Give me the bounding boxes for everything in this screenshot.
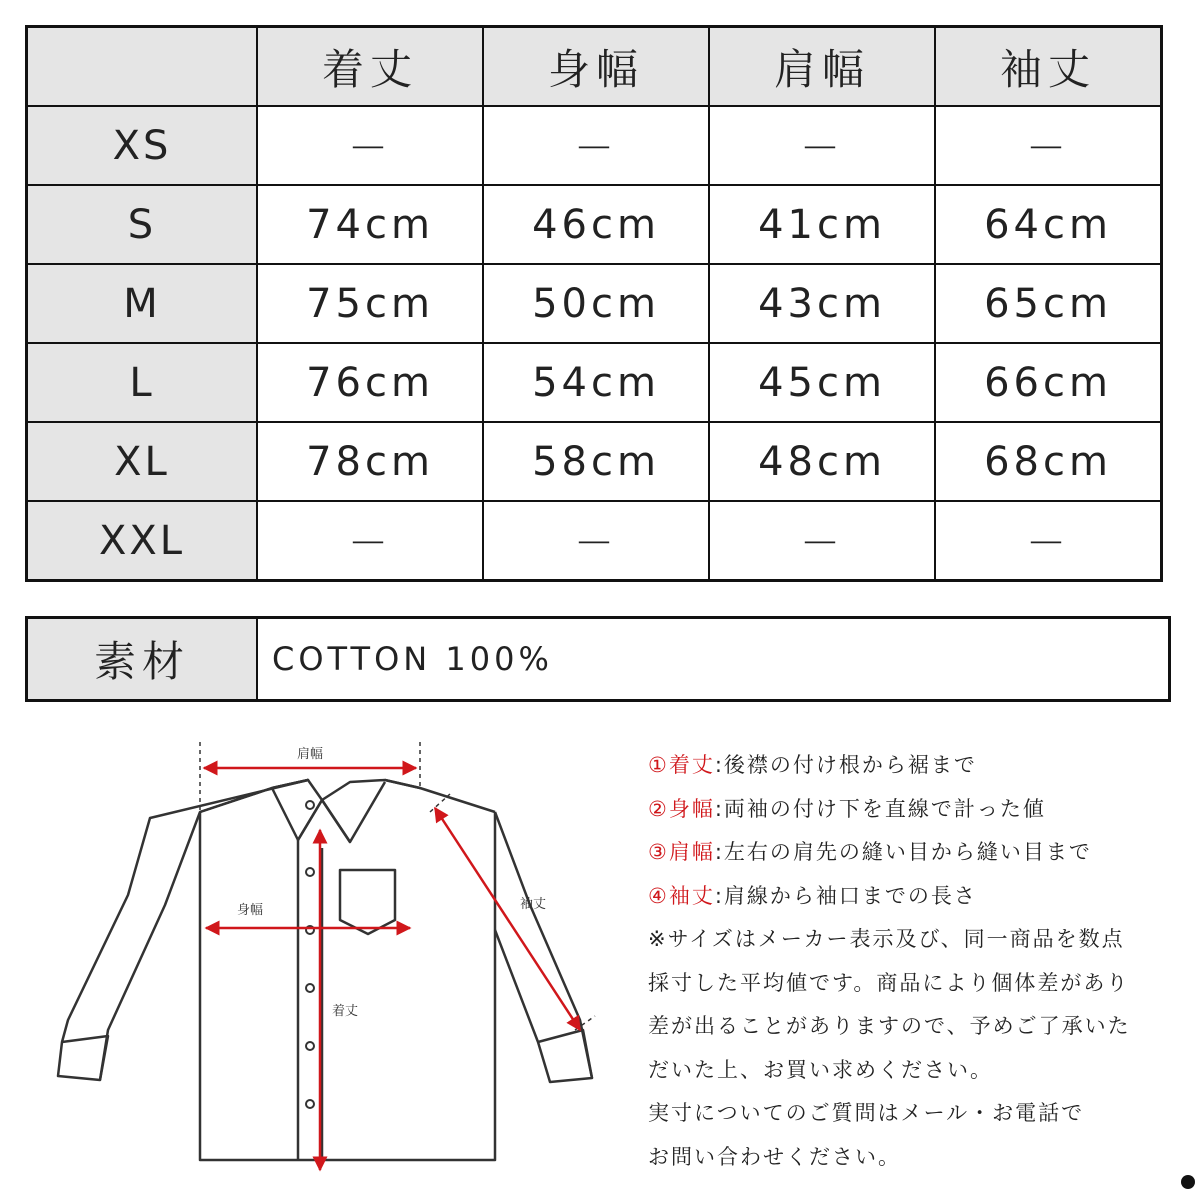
size-value: － <box>935 106 1162 185</box>
header-sleeve-length: 袖丈 <box>935 27 1162 107</box>
size-value: － <box>709 106 935 185</box>
size-table <box>25 25 1163 582</box>
size-value: 41cm <box>709 185 935 264</box>
disclaimer-line: 差が出ることがありますので、予めご了承いた <box>648 1014 1131 1038</box>
size-value: 66cm <box>935 343 1162 422</box>
sleeve-arrow <box>435 808 580 1030</box>
disclaimer-line: 実寸についてのご質問はメール・お電話で <box>648 1101 1085 1125</box>
size-value: － <box>483 106 709 185</box>
note-marker: ①着丈 <box>648 753 715 777</box>
button-icon <box>306 1042 314 1050</box>
header-corner-cell <box>27 27 258 107</box>
material-row <box>27 618 1170 701</box>
size-value: － <box>709 501 935 581</box>
shirt-measurement-diagram <box>40 730 610 1180</box>
note-chest <box>648 788 1168 832</box>
shirt-buttons <box>306 801 314 1108</box>
shirt-outline <box>58 780 592 1160</box>
size-label: XL <box>27 422 258 501</box>
size-value: 76cm <box>257 343 483 422</box>
note-text: :左右の肩先の縫い目から縫い目まで <box>714 840 1092 864</box>
size-value: － <box>935 501 1162 581</box>
material-table <box>25 616 1171 702</box>
shoulder-label: 肩幅 <box>296 747 324 762</box>
note-length <box>648 744 1168 788</box>
size-value: 48cm <box>709 422 935 501</box>
length-label: 着丈 <box>331 1004 359 1019</box>
size-table-header-row <box>27 27 1162 107</box>
note-text: :後襟の付け根から裾まで <box>714 753 977 777</box>
size-value: － <box>257 106 483 185</box>
size-row-l <box>27 343 1162 422</box>
size-label: L <box>27 343 258 422</box>
size-value: 54cm <box>483 343 709 422</box>
size-label: XS <box>27 106 258 185</box>
size-value: 58cm <box>483 422 709 501</box>
note-marker: ③肩幅 <box>648 840 715 864</box>
size-value: － <box>257 501 483 581</box>
note-marker: ④袖丈 <box>648 883 715 908</box>
sleeve-label: 袖丈 <box>519 897 547 912</box>
header-shoulder-width: 肩幅 <box>709 27 935 107</box>
header-chest-width: 身幅 <box>483 27 709 107</box>
size-value: 65cm <box>935 264 1162 343</box>
size-row-xl <box>27 422 1162 501</box>
size-row-s <box>27 185 1162 264</box>
size-row-xxl <box>27 501 1162 581</box>
size-value: 45cm <box>709 343 935 422</box>
size-label: M <box>27 264 258 343</box>
disclaimer-line: ※サイズはメーカー表示及び、同一商品を数点 <box>648 927 1125 951</box>
button-icon <box>306 984 314 992</box>
disclaimer-line: だいた上、お買い求めください。 <box>648 1057 993 1082</box>
size-value: 50cm <box>483 264 709 343</box>
note-marker: ②身幅 <box>648 796 715 821</box>
button-icon <box>306 1100 314 1108</box>
size-value: 78cm <box>257 422 483 501</box>
material-value: COTTON 100% <box>257 618 1170 701</box>
note-sleeve <box>648 875 1168 919</box>
button-icon <box>306 868 314 876</box>
size-value: 64cm <box>935 185 1162 264</box>
note-shoulder <box>648 831 1168 875</box>
size-value: 68cm <box>935 422 1162 501</box>
disclaimer-line: 採寸した平均値です。商品により個体差があり <box>648 970 1130 995</box>
size-row-m <box>27 264 1162 343</box>
note-text: :両袖の付け下を直線で計った値 <box>714 796 1046 821</box>
corner-dot-icon <box>1181 1175 1195 1189</box>
measurement-notes <box>648 744 1168 1179</box>
size-label: XXL <box>27 501 258 581</box>
size-value: 75cm <box>257 264 483 343</box>
size-value: 43cm <box>709 264 935 343</box>
size-value: 46cm <box>483 185 709 264</box>
chest-label: 身幅 <box>236 903 264 918</box>
size-value: － <box>483 501 709 581</box>
header-length: 着丈 <box>257 27 483 107</box>
disclaimer-line: お問い合わせください。 <box>648 1144 901 1169</box>
note-text: :肩線から袖口までの長さ <box>714 883 977 908</box>
size-row-xs <box>27 106 1162 185</box>
button-icon <box>306 801 314 809</box>
size-label: S <box>27 185 258 264</box>
size-value: 74cm <box>257 185 483 264</box>
material-label: 素材 <box>27 618 258 701</box>
